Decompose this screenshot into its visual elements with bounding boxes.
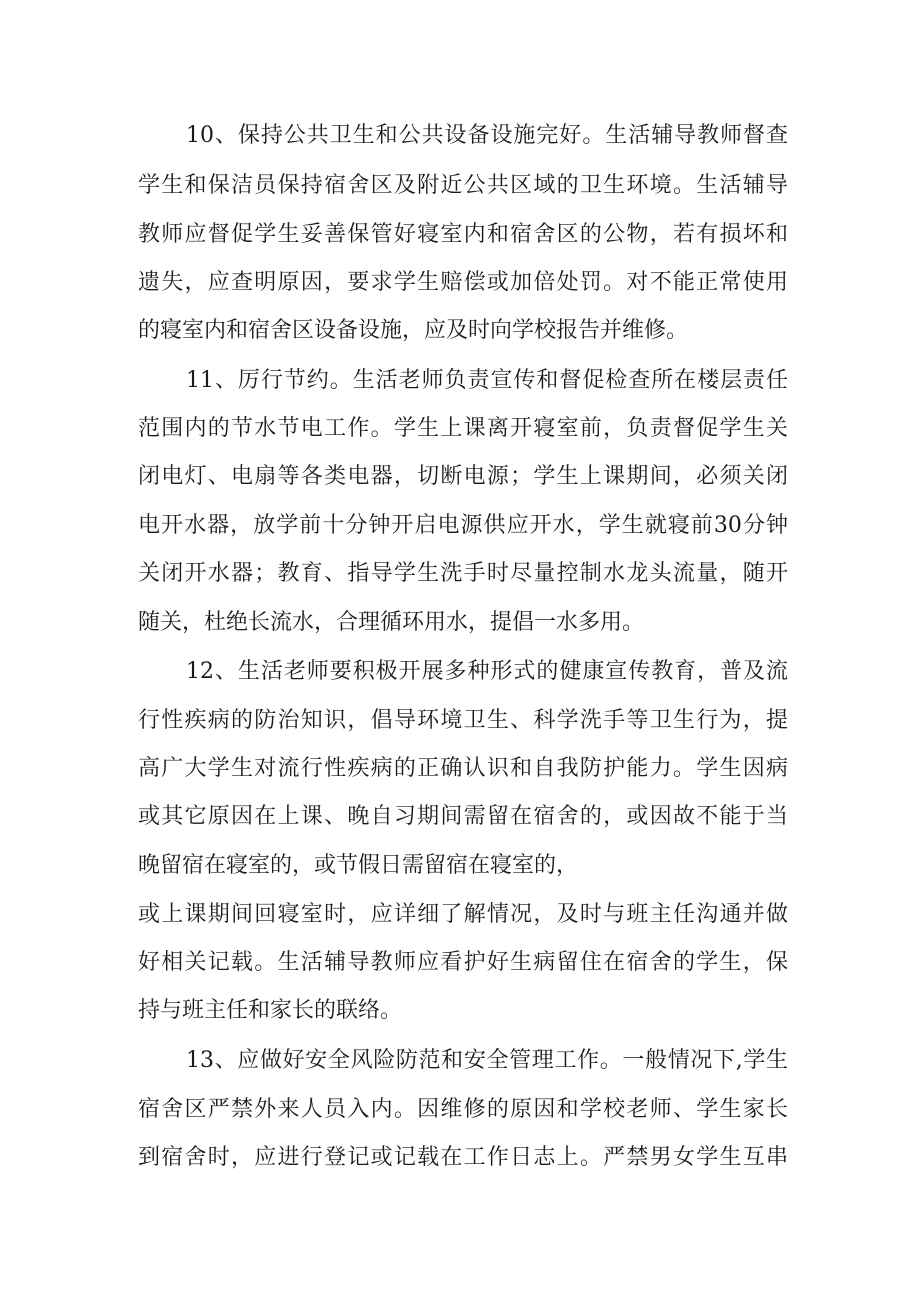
text-line: 遗失，应查明原因，要求学生赔偿或加倍处罚。对不能正常使用 bbox=[138, 270, 788, 295]
text-line: 教师应督促学生妥善保管好寝室内和宿舍区的公物，若有损坏和 bbox=[138, 222, 788, 247]
text-line: 关闭开水器；教育、指导学生洗手时尽量控制水龙头流量，随开 bbox=[138, 561, 788, 586]
text-line: 行性疾病的防治知识，倡导环境卫生、科学洗手等卫生行为，提 bbox=[138, 708, 788, 733]
text-line: 12、生活老师要积极开展多种形式的健康宣传教育，普及流 bbox=[186, 659, 788, 684]
text-line: 晚留宿在寝室的，或节假日需留宿在寝室的， bbox=[138, 853, 579, 878]
text-line: 或其它原因在上课、晚自习期间需留在宿舍的，或因故不能于当 bbox=[138, 804, 788, 829]
text-line: 13、应做好安全风险防范和安全管理工作。一般情况下,学生 bbox=[186, 1048, 788, 1073]
text-line: 随关，杜绝长流水，合理循环用水，提倡一水多用。 bbox=[138, 610, 645, 635]
text-line: 10、保持公共卫生和公共设备设施完好。生活辅导教师督查 bbox=[186, 123, 788, 148]
text-line: 电开水器，放学前十分钟开启电源供应开水，学生就寝前30分钟 bbox=[138, 513, 788, 538]
text-line: 学生和保洁员保持宿舍区及附近公共区域的卫生环境。生活辅导 bbox=[138, 173, 788, 198]
text-line: 持与班主任和家长的联络。 bbox=[138, 998, 403, 1023]
text-line: 11、厉行节约。生活老师负责宣传和督促检查所在楼层责任 bbox=[186, 368, 788, 393]
text-line: 闭电灯、电扇等各类电器，切断电源；学生上课期间，必须关闭 bbox=[138, 464, 788, 489]
text-line: 范围内的节水节电工作。学生上课离开寝室前，负责督促学生关 bbox=[138, 416, 788, 441]
text-line: 到宿舍时，应进行登记或记载在工作日志上。严禁男女学生互串 bbox=[138, 1145, 788, 1170]
text-line: 的寝室内和宿舍区设备设施，应及时向学校报告并维修。 bbox=[138, 318, 689, 343]
text-line: 高广大学生对流行性疾病的正确认识和自我防护能力。学生因病 bbox=[138, 756, 788, 781]
text-line: 好相关记载。生活辅导教师应看护好生病留住在宿舍的学生，保 bbox=[138, 950, 788, 975]
text-line: 或上课期间回寝室时，应详细了解情况，及时与班主任沟通并做 bbox=[138, 902, 788, 927]
text-line: 宿舍区严禁外来人员入内。因维修的原因和学校老师、学生家长 bbox=[138, 1097, 788, 1122]
